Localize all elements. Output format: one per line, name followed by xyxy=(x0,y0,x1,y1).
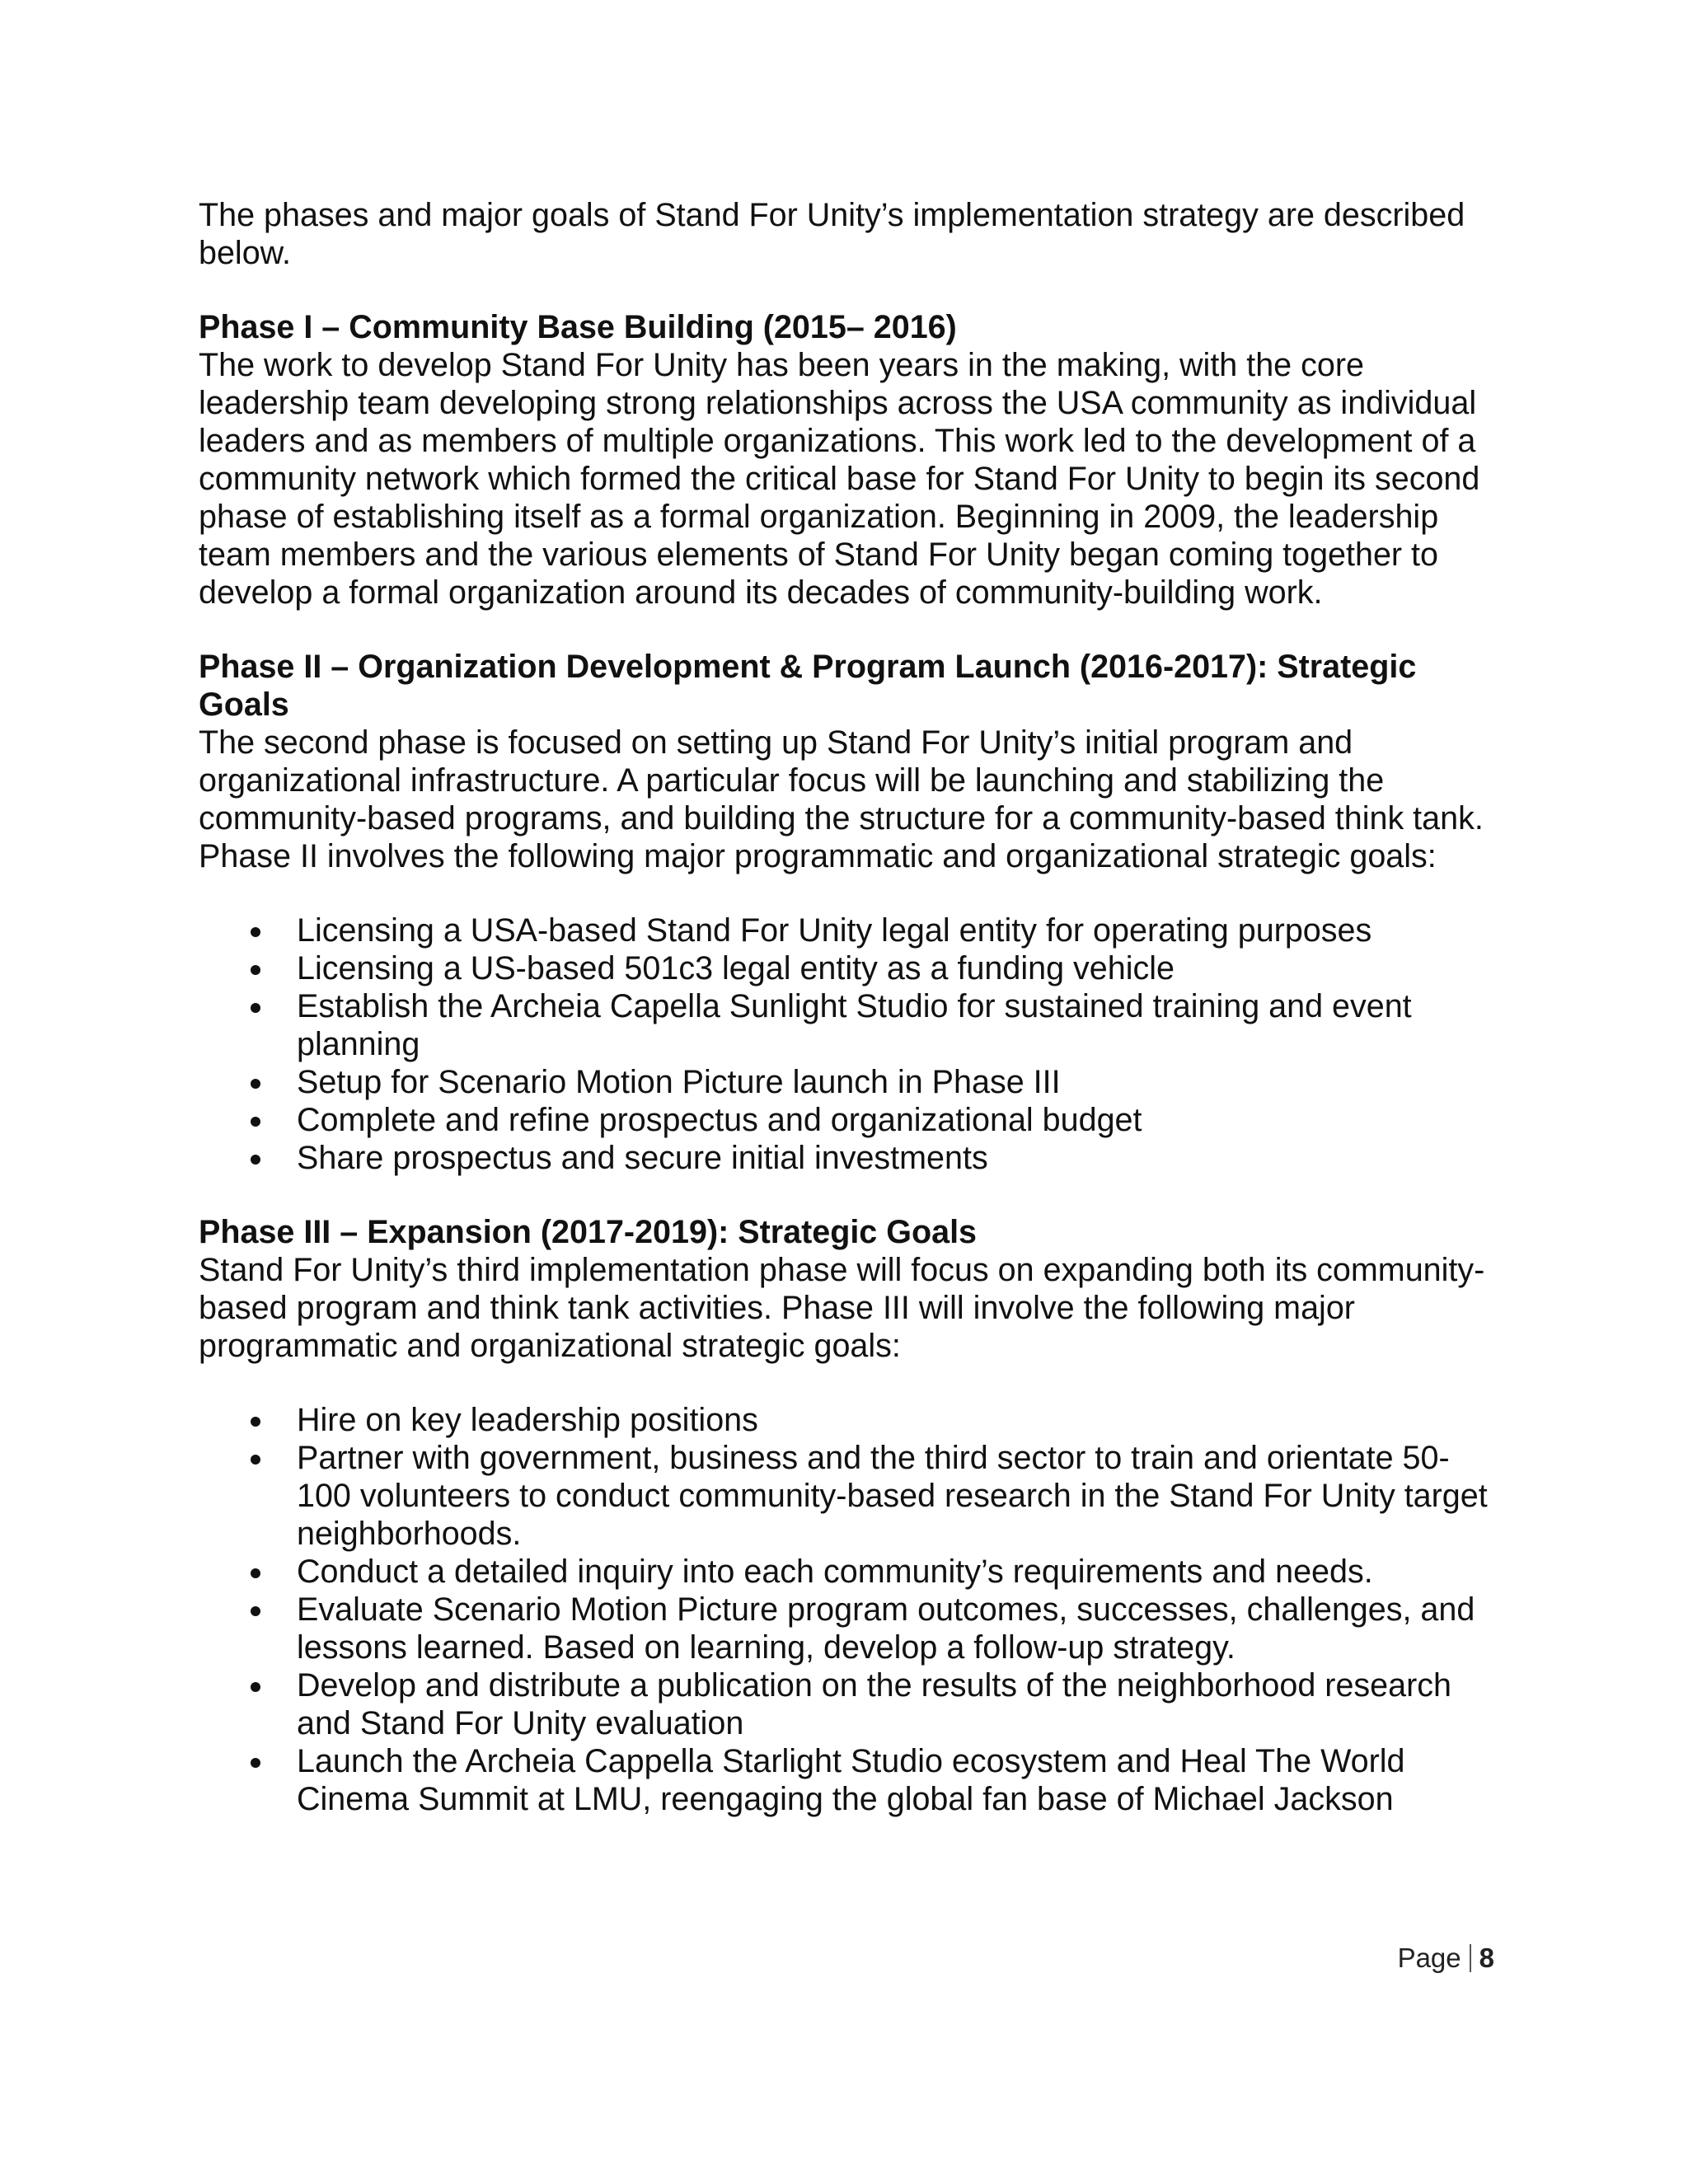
goal-text: Setup for Scenario Motion Picture launch in Phase III xyxy=(297,1064,1061,1100)
bullet-icon xyxy=(251,1079,260,1089)
goal-text: Hire on key leadership positions xyxy=(297,1402,758,1438)
bullet-icon xyxy=(251,927,260,937)
goal-text: Establish the Archeia Capella Sunlight Studio for sustained training and event planning xyxy=(297,988,1412,1062)
goal-text: Partner with government, business and the third sector to train and orientate 50-100 volunteers to conduct community-based research in the Stand For Unity target neighborhoods. xyxy=(297,1440,1488,1552)
bullet-icon xyxy=(251,1117,260,1127)
bullet-icon xyxy=(251,1758,260,1768)
phase-3-body: Stand For Unity’s third implementation phase will focus on expanding both its community-based program and think tank activities. Phase III will involve the following major programmatic and organizational strategic goals: xyxy=(199,1252,1485,1364)
list-item xyxy=(199,1101,1493,1139)
bullet-icon xyxy=(251,1455,260,1465)
list-item xyxy=(199,912,1493,949)
page-number: 8 xyxy=(1479,1943,1494,1973)
phase-2-section xyxy=(199,648,1493,1177)
list-item xyxy=(199,949,1493,987)
goal-text: Evaluate Scenario Motion Picture program outcomes, successes, challenges, and lessons learned. Based on learning, develop a follow-up strategy. xyxy=(297,1591,1475,1666)
bullet-icon xyxy=(251,1568,260,1578)
list-item xyxy=(199,987,1493,1063)
goal-text: Licensing a US-based 501c3 legal entity as a funding vehicle xyxy=(297,950,1175,987)
phase-1-heading: Phase I – Community Base Building (2015– 2016) xyxy=(199,309,957,345)
phase-3-section xyxy=(199,1213,1493,1818)
bullet-icon xyxy=(251,1155,260,1165)
bullet-icon xyxy=(251,965,260,975)
phase-1-section xyxy=(199,308,1493,612)
phase-3-heading: Phase III – Expansion (2017-2019): Strategic Goals xyxy=(199,1214,978,1250)
list-item xyxy=(199,1553,1493,1591)
page-label: Page xyxy=(1397,1943,1461,1973)
goal-text: Licensing a USA-based Stand For Unity legal entity for operating purposes xyxy=(297,912,1372,949)
list-item xyxy=(199,1591,1493,1666)
list-item xyxy=(199,1401,1493,1439)
phase-2-body: The second phase is focused on setting up Stand For Unity’s initial program and organizational infrastructure. A particular focus will be launching and stabilizing the community-based programs, and building the structure for a community-based think tank. Phase II involves the following major programmatic and organizational strategic goals: xyxy=(199,724,1484,874)
phase-2-goals-list xyxy=(199,912,1493,1177)
bullet-icon xyxy=(251,1003,260,1013)
list-item xyxy=(199,1439,1493,1553)
phase-1-body: The work to develop Stand For Unity has been years in the making, with the core leadership team developing strong relationships across the USA community as individual leaders and as members of multiple organizations. This work led to the development of a community network which formed the critical base for Stand For Unity to begin its second phase of establishing itself as a formal organization. Beginning in 2009, the leadership team members and the various elements of Stand For Unity began coming together to develop a formal organization around its decades of community-building work. xyxy=(199,347,1480,611)
list-item xyxy=(199,1742,1493,1818)
goal-text: Complete and refine prospectus and organizational budget xyxy=(297,1102,1142,1138)
goal-text: Share prospectus and secure initial investments xyxy=(297,1140,988,1176)
list-item xyxy=(199,1139,1493,1177)
list-item xyxy=(199,1063,1493,1101)
goal-text: Launch the Archeia Cappella Starlight Studio ecosystem and Heal The World Cinema Summit at LMU, reengaging the global fan base of Michael Jackson xyxy=(297,1743,1405,1817)
document-page xyxy=(199,196,1493,1818)
intro-paragraph: The phases and major goals of Stand For Unity’s implementation strategy are described below. xyxy=(199,197,1465,271)
phase-2-heading: Phase II – Organization Development & Program Launch (2016-2017): Strategic Goals xyxy=(199,649,1417,723)
goal-text: Develop and distribute a publication on the results of the neighborhood research and Stand For Unity evaluation xyxy=(297,1667,1451,1741)
list-item xyxy=(199,1666,1493,1742)
page-footer xyxy=(1398,1942,1494,1975)
bullet-icon xyxy=(251,1606,260,1616)
goal-text: Conduct a detailed inquiry into each community’s requirements and needs. xyxy=(297,1554,1373,1590)
footer-divider xyxy=(1470,1944,1471,1972)
bullet-icon xyxy=(251,1682,260,1692)
bullet-icon xyxy=(251,1417,260,1427)
phase-3-goals-list xyxy=(199,1401,1493,1818)
